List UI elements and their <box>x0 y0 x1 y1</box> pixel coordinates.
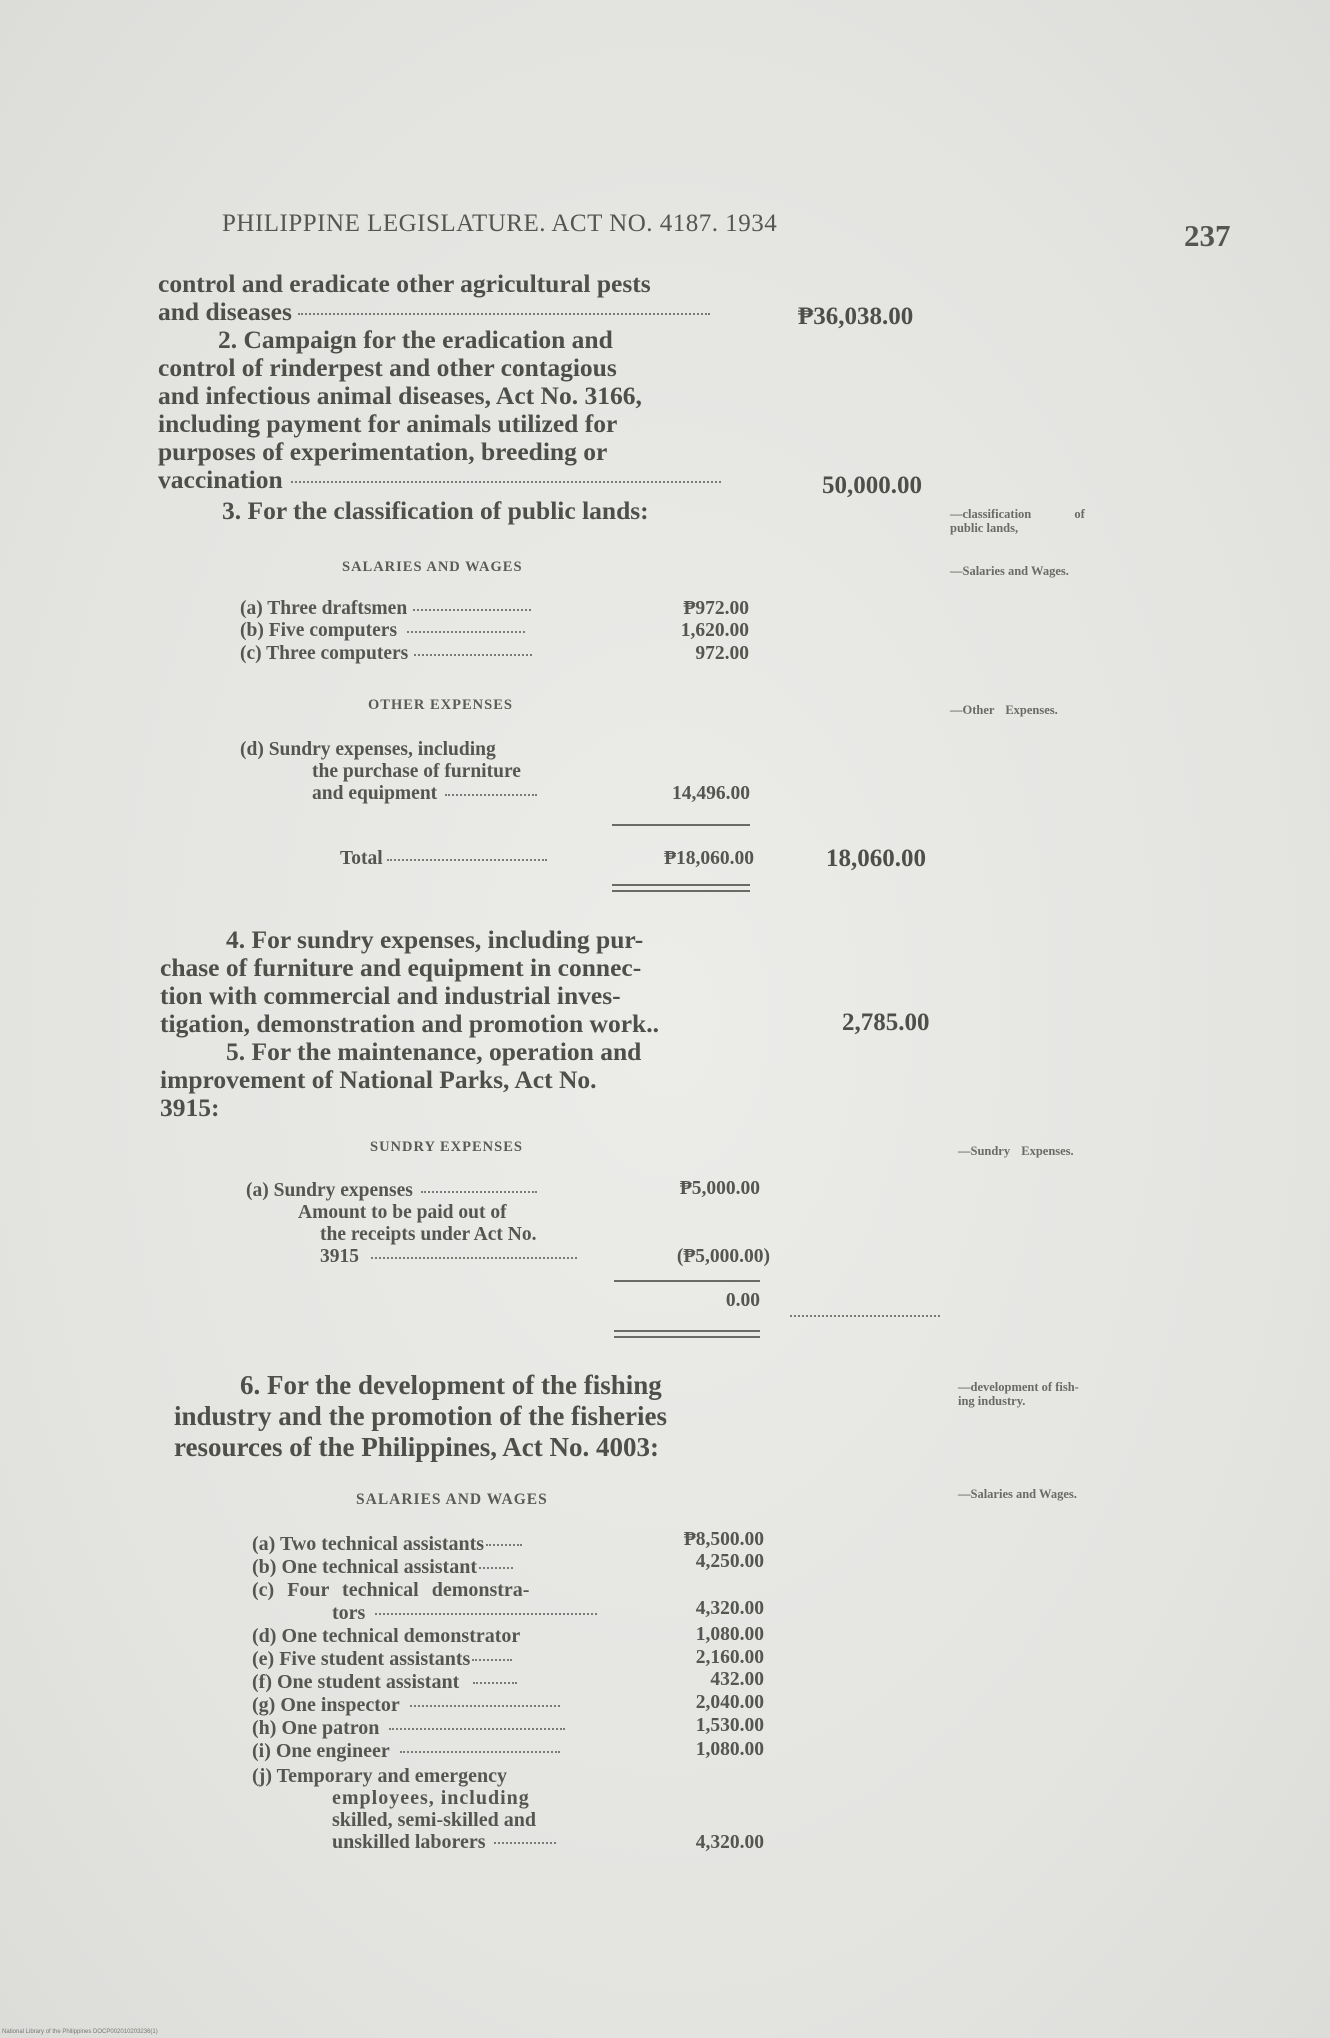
item6-heading: SALARIES AND WAGES <box>356 1491 548 1508</box>
item6-value-a: ₱8,500.00 <box>683 1529 764 1550</box>
leader-dots <box>400 1751 560 1753</box>
item4-line: 4. For sundry expenses, including pur- <box>226 925 644 954</box>
total-rule-1 <box>612 884 750 886</box>
item5-b-last-line <box>298 1246 577 1268</box>
item3-total-value: ₱18,060.00 <box>664 848 754 869</box>
table-row <box>252 1740 597 1763</box>
leader-dots <box>421 1191 537 1193</box>
item1-continuation-line2 <box>158 298 710 326</box>
leader-dots <box>410 1705 560 1707</box>
item6-heading-margin: —Salaries and Wages. <box>958 1487 1077 1501</box>
item6-value-b: 4,250.00 <box>695 1551 764 1572</box>
item2-line: including payment for animals utilized for <box>158 409 618 438</box>
item6-j-line: employees, including <box>332 1787 530 1809</box>
total-rule-1 <box>614 1330 760 1332</box>
item3-d-value: 14,496.00 <box>672 783 750 804</box>
item2-line: purposes of experimentation, breeding or <box>158 437 608 466</box>
leader-dots <box>790 1315 940 1317</box>
item3-total <box>340 848 547 869</box>
item3-d-last-line <box>240 783 537 805</box>
total-rule-2 <box>612 890 750 892</box>
leader-dots <box>371 1257 577 1259</box>
leader-dots <box>472 1659 512 1661</box>
item3-other-margin: —Other Expenses. <box>950 703 1058 717</box>
item3-heading: 3. For the classification of public lands: <box>222 496 649 525</box>
item2-line: control of rinderpest and other contagious <box>158 353 617 382</box>
item6-margin <box>958 1380 1079 1408</box>
leader-dots <box>414 654 532 656</box>
table-row <box>252 1694 597 1717</box>
item2-last-text: vaccination <box>158 465 283 494</box>
item2-line: 2. Campaign for the eradication and <box>218 325 613 354</box>
item3-b-value: 1,620.00 <box>680 620 749 641</box>
leader-dots <box>407 631 525 633</box>
item6-line: 6. For the development of the fishing <box>240 1370 662 1400</box>
table-row <box>252 1533 597 1556</box>
item4-line: chase of furniture and equipment in connec- <box>160 953 642 982</box>
item3-d <box>240 739 537 805</box>
item5-line: 3915: <box>160 1093 220 1122</box>
scan-credit: National Library of the Philippines DOCP002010203236(1) <box>2 2029 158 2035</box>
item3-other-heading: OTHER EXPENSES <box>368 697 513 713</box>
margin-line: public lands, <box>950 521 1019 535</box>
item2-amount: 50,000.00 <box>822 472 922 499</box>
item3-b-label: (b) Five computers <box>240 620 398 641</box>
table-row <box>252 1717 597 1740</box>
item1-continuation-line1: control and eradicate other agricultural pests <box>158 269 651 298</box>
item3-c-label: (c) Three computers <box>240 643 409 664</box>
item5-b <box>298 1202 577 1268</box>
item3-d-last-text: and equipment <box>312 783 438 804</box>
leader-dots <box>375 1613 597 1615</box>
item4-amount: 2,785.00 <box>842 1009 930 1036</box>
item6-j-last-text: unskilled laborers <box>332 1831 486 1853</box>
item6-value-c: 4,320.00 <box>695 1598 764 1619</box>
table-row <box>252 1648 597 1671</box>
margin-line: —classification of <box>950 507 1085 521</box>
item5-line: improvement of National Parks, Act No. <box>160 1065 597 1094</box>
table-row <box>252 1579 597 1602</box>
item6-line: industry and the promotion of the fisheries <box>174 1401 668 1431</box>
item5-a-label: (a) Sundry expenses <box>246 1180 413 1201</box>
leader-dots <box>413 609 531 611</box>
item5-line: 5. For the maintenance, operation and <box>226 1037 642 1066</box>
margin-line: ing industry. <box>958 1394 1026 1408</box>
item5-leader <box>790 1307 940 1325</box>
item1-amount: ₱36,038.00 <box>798 303 914 330</box>
item3-margin-note <box>950 507 1085 535</box>
item3-a <box>240 598 531 619</box>
leader-dots <box>494 1842 556 1844</box>
item6-value-g: 2,040.00 <box>695 1692 764 1713</box>
leader-dots <box>445 794 537 796</box>
item6-j <box>252 1765 556 1853</box>
table-row <box>252 1671 597 1694</box>
leader-dots <box>473 1682 517 1684</box>
row-label: (h) One patron <box>252 1717 380 1739</box>
item6-value-e: 2,160.00 <box>695 1647 764 1668</box>
item6-j-last-line <box>252 1831 556 1853</box>
item3-d-line: the purchase of furniture <box>312 761 521 782</box>
item3-d-line: (d) Sundry expenses, including <box>240 739 496 760</box>
item2-text <box>158 326 758 494</box>
item3-salaries-heading: SALARIES AND WAGES <box>342 559 523 575</box>
item5-b-value: (₱5,000.00) <box>676 1246 770 1267</box>
item3-amount: 18,060.00 <box>826 845 926 872</box>
row-label: (a) Two technical assistants <box>252 1533 485 1555</box>
item6-value-f: 432.00 <box>710 1669 764 1690</box>
total-rule-2 <box>614 1336 760 1338</box>
row-label: (e) Five student assistants <box>252 1648 471 1670</box>
item6-value-h: 1,530.00 <box>695 1715 764 1736</box>
row-label: (d) One technical demonstrator <box>252 1625 521 1647</box>
item6-value-j: 4,320.00 <box>695 1832 764 1853</box>
item5-heading: SUNDRY EXPENSES <box>370 1139 523 1155</box>
item4-text <box>160 926 659 1038</box>
row-label: (i) One engineer <box>252 1740 390 1762</box>
item3-b <box>240 620 525 641</box>
item6-value-i: 1,080.00 <box>695 1739 764 1760</box>
item6-value-d: 1,080.00 <box>695 1624 764 1645</box>
running-title: PHILIPPINE LEGISLATURE. ACT NO. 4187. 1934 <box>222 210 778 237</box>
item6-j-line: (j) Temporary and emergency <box>252 1765 507 1787</box>
item5-total-value: 0.00 <box>725 1290 760 1311</box>
row-label: tors <box>332 1602 366 1624</box>
item2-line: and infectious animal diseases, Act No. 3166, <box>158 381 642 410</box>
item6-rows <box>252 1533 597 1763</box>
leader-dots <box>291 481 721 483</box>
item5-margin: —Sundry Expenses. <box>958 1144 1074 1158</box>
item5-b-line: Amount to be paid out of <box>298 1202 507 1223</box>
table-row <box>252 1602 597 1625</box>
item5-a <box>246 1180 537 1201</box>
item5-a-value: ₱5,000.00 <box>679 1178 760 1199</box>
item5-text <box>160 1038 641 1122</box>
page-number: 237 <box>1184 218 1231 253</box>
item6-line: resources of the Philippines, Act No. 4003: <box>174 1432 659 1462</box>
item5-b-line: the receipts under Act No. <box>320 1224 537 1245</box>
table-row <box>252 1556 597 1579</box>
subtotal-rule <box>614 1280 760 1282</box>
leader-dots <box>387 859 547 861</box>
item3-c <box>240 643 532 664</box>
item4-line: tigation, demonstration and promotion work.. <box>160 1009 659 1038</box>
item5-b-last-text: 3915 <box>320 1246 359 1267</box>
row-label: (b) One technical assistant <box>252 1556 477 1578</box>
leader-dots <box>486 1544 522 1546</box>
item3-a-value: ₱972.00 <box>683 598 749 619</box>
total-label: Total <box>340 848 383 869</box>
margin-line: —development of fish- <box>958 1380 1079 1394</box>
leader-dots <box>389 1728 565 1730</box>
row-label: (g) One inspector <box>252 1694 400 1716</box>
item3-a-label: (a) Three draftsmen <box>240 598 408 619</box>
item3-c-value: 972.00 <box>695 643 749 664</box>
item6-text <box>174 1370 667 1463</box>
row-label: (c) Four technical demonstra- <box>252 1579 530 1601</box>
item1-continuation-text: and diseases <box>158 297 292 326</box>
row-label: (f) One student assistant <box>252 1671 460 1693</box>
table-row <box>252 1625 597 1648</box>
leader-dots <box>298 313 710 315</box>
item3-salaries-margin: —Salaries and Wages. <box>950 564 1069 578</box>
item4-line: tion with commercial and industrial inves- <box>160 981 621 1010</box>
item2-last-line <box>158 466 758 494</box>
subtotal-rule <box>612 824 750 826</box>
leader-dots <box>479 1567 513 1569</box>
item6-j-line: skilled, semi-skilled and <box>332 1809 536 1831</box>
